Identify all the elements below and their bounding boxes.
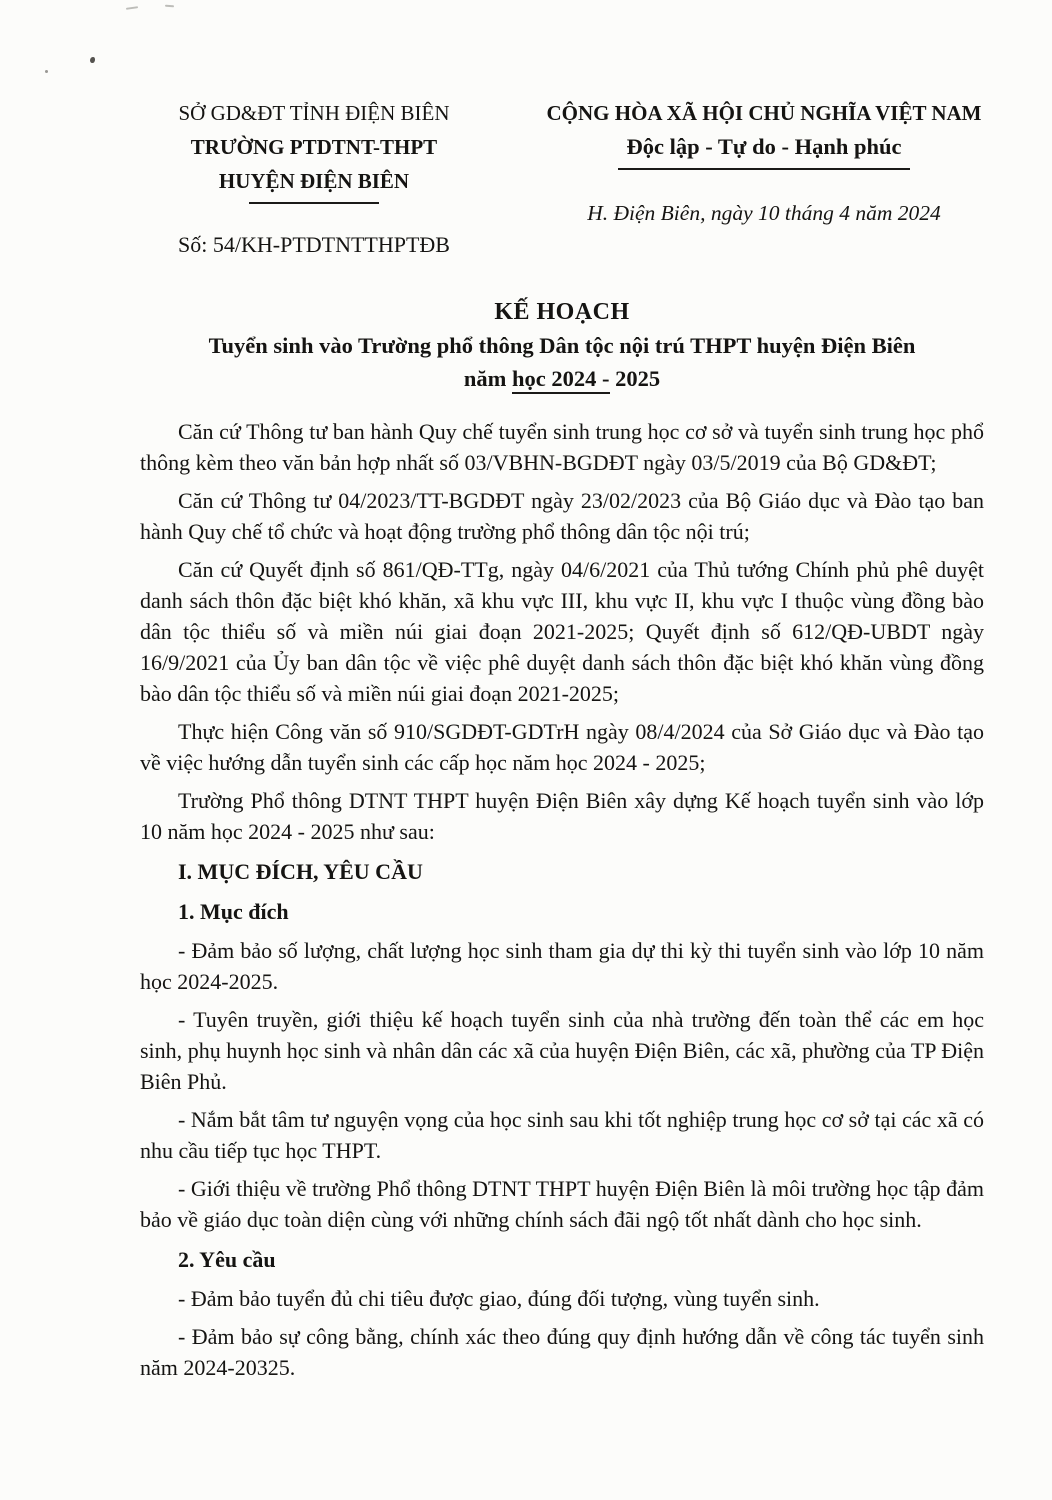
- motto-divider-line: [618, 168, 910, 170]
- document-header: [0, 0, 1052, 260]
- org-school-name: TRƯỜNG PTDTNT-THPT: [190, 135, 438, 159]
- document-title-block: [140, 296, 984, 395]
- body-paragraph: Căn cứ Thông tư 04/2023/TT-BGDĐT ngày 23/02/2023 của Bộ Giáo dục và Đào tạo ban hành Quy chế tổ chức và hoạt động trường phổ thông dân tộc nội trú;: [140, 488, 984, 544]
- body-paragraph: - Tuyên truyền, giới thiệu kế hoạch tuyển sinh của nhà trường đến toàn thể các em học sinh, phụ huynh học sinh và nhân dân các xã của huyện Điện Biên, các xã, phường của TP Điện Biên Phủ.: [140, 1007, 984, 1094]
- section-heading: I. MỤC ĐÍCH, YÊU CẦU: [178, 859, 423, 884]
- body-paragraph: Trường Phổ thông DTNT THPT huyện Điện Biên xây dựng Kế hoạch tuyển sinh vào lớp 10 năm học 2024 - 2025 như sau:: [140, 788, 984, 844]
- subtitle-year-underlined: học 2024 -: [512, 366, 610, 394]
- national-title: CỘNG HÒA XÃ HỘI CHỦ NGHĨA VIỆT NAM: [546, 101, 982, 125]
- issuing-organization-block: [138, 96, 490, 260]
- org-district-name: HUYỆN ĐIỆN BIÊN: [218, 169, 410, 193]
- section-heading: 1. Mục đích: [178, 899, 289, 924]
- national-motto: Độc lập - Tự do - Hạnh phúc: [626, 134, 902, 159]
- body-paragraph: - Giới thiệu về trường Phổ thông DTNT THPT huyện Điện Biên là môi trường học tập đảm bảo về giáo dục toàn diện cùng với những chính sách đãi ngộ tốt nhất dành cho học sinh.: [140, 1176, 984, 1232]
- org-divider-line: [249, 202, 379, 204]
- document-title: KẾ HOẠCH: [494, 299, 630, 325]
- subtitle-year-prefix: năm: [463, 366, 507, 391]
- national-motto-block: [538, 96, 990, 260]
- body-paragraph: - Đảm bảo tuyển đủ chi tiêu được giao, đúng đối tượng, vùng tuyển sinh.: [178, 1286, 820, 1311]
- document-content: [140, 296, 984, 1383]
- document-number: Số: 54/KH-PTDTNTTHPTĐB: [178, 232, 450, 257]
- body-paragraph: - Nắm bắt tâm tư nguyện vọng của học sinh sau khi tốt nghiệp trung học cơ sở tại các xã có nhu cầu tiếp tục học THPT.: [140, 1107, 984, 1163]
- body-paragraph: - Đảm bảo số lượng, chất lượng học sinh tham gia dự thi kỳ thi tuyển sinh vào lớp 10 năm học 2024-2025.: [140, 938, 984, 994]
- scan-speck: [45, 70, 48, 73]
- body-paragraph: Thực hiện Công văn số 910/SGDĐT-GDTrH ngày 08/4/2024 của Sở Giáo dục và Đào tạo về việc hướng dẫn tuyển sinh các cấp học năm học 2024 - 2025;: [140, 719, 984, 775]
- body-paragraph: Căn cứ Thông tư ban hành Quy chế tuyển sinh trung học cơ sở và tuyển sinh trung học phổ thông kèm theo văn bản hợp nhất số 03/VBHN-BGDĐT ngày 03/5/2019 của Bộ GD&ĐT;: [140, 419, 984, 475]
- document-subtitle-year: [140, 362, 984, 395]
- subtitle-year-suffix: 2025: [615, 366, 661, 391]
- body-paragraph: - Đảm bảo sự công bằng, chính xác theo đúng quy định hướng dẫn về công tác tuyển sinh năm 2024-20325.: [140, 1324, 984, 1380]
- section-heading: 2. Yêu cầu: [178, 1247, 276, 1272]
- org-parent-name: SỞ GD&ĐT TỈNH ĐIỆN BIÊN: [178, 101, 450, 125]
- document-body: [140, 416, 984, 1383]
- place-and-date: H. Điện Biên, ngày 10 tháng 4 năm 2024: [587, 201, 941, 225]
- body-paragraph: Căn cứ Quyết định số 861/QĐ-TTg, ngày 04/6/2021 của Thủ tướng Chính phủ phê duyệt danh sách thôn đặc biệt khó khăn, xã khu vực III, khu vực II, khu vực I thuộc vùng đồng bào dân tộc thiểu số và miền núi giai đoạn 2021-2025; Quyết định số 612/QĐ-UBDT ngày 16/9/2021 của Ủy ban dân tộc về việc phê duyệt danh sách thôn đặc biệt khó khăn vùng đồng bào dân tộc thiểu số và miền núi giai đoạn 2021-2025;: [140, 557, 984, 706]
- document-subtitle: Tuyển sinh vào Trường phổ thông Dân tộc nội trú THPT huyện Điện Biên: [208, 333, 916, 358]
